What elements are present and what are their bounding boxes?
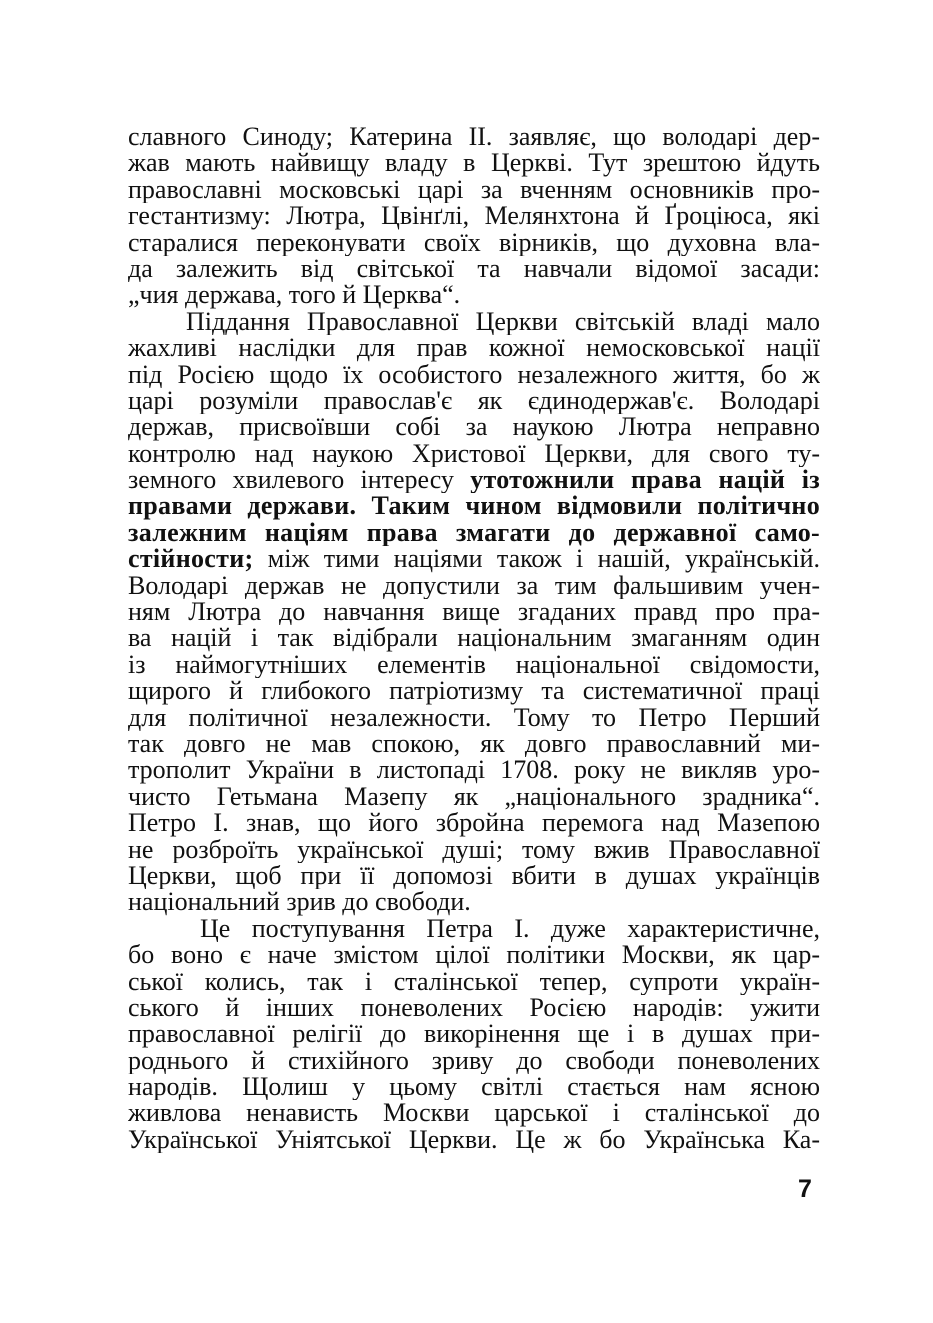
text-line: гестантизму: Лютра, Цвінґлі, Мелянхтона й Ґроціюса, які: [128, 203, 820, 230]
text-line: контролю над наукою Христової Церкви, для свого ту-: [128, 440, 820, 468]
text-line: старалися переконувати своїх вірників, що духовна вла-: [128, 229, 820, 256]
text-line: Церкви, щоб при її допомозі вбити в душах українців: [128, 862, 820, 890]
text-line: жахливі наслідки для прав кожної немосковської нації: [128, 335, 820, 362]
text-line: бо воно є наче змістом цілої політики Москви, як цар-: [128, 942, 820, 969]
text-line: ського й інших поневолених Росією народів: ужити: [128, 994, 820, 1022]
text-line: да залежить від світської та навчали відомої засади:: [128, 255, 820, 283]
text-line: чисто Гетьмана Мазепу як „національного зрадника“.: [128, 783, 820, 811]
text-line: під Росією щодо їх особистого незалежного життя, бо ж: [128, 361, 820, 388]
text-line: роднього й стихійного зриву до свободи поневолених: [128, 1047, 820, 1075]
page-number: 7: [798, 1175, 812, 1203]
bold-emphasis: утотожнили права націй із: [470, 467, 820, 494]
text-line: Української Уніятської Церкви. Це ж бо Українська Ка-: [128, 1126, 820, 1154]
text-line: Володарі держав не допустили за тим фальшивим учен-: [128, 572, 820, 600]
text-segment: між тими націями також і нашій, українській.: [253, 546, 820, 573]
text-line: національний зрив до свободи.: [128, 889, 471, 916]
text-line: народів. Щолиш у цьому світлі стається нам ясною: [128, 1074, 820, 1101]
text-line: славного Синоду; Катерина ІІ. заявляє, що володарі дер-: [128, 124, 820, 151]
text-line: із наймогутніших елементів національної свідомости,: [128, 651, 820, 679]
text-line: [128, 546, 820, 572]
text-line: Петро І. знав, що його збройна перемога над Мазепою: [128, 810, 820, 837]
text-line: ням Лютра до навчання вище згаданих правд про пра-: [128, 599, 820, 626]
text-segment: земного хвилевого інтересу: [128, 467, 471, 494]
text-line: [128, 467, 820, 493]
text-line: для політичної незалежности. Тому то Петро Перший: [128, 704, 820, 731]
text-line: так довго не мав спокою, як довго православний ми-: [128, 730, 820, 758]
text-line: живлова ненависть Москви царської і сталінської до: [128, 1100, 820, 1127]
text-line: Піддання Православної Церкви світській владі мало: [186, 308, 820, 336]
text-line: „чия держава, того й Церква“.: [128, 282, 461, 309]
text-line: трополит України в листопаді 1708. року не викляв уро-: [128, 757, 820, 784]
bold-emphasis: стійности;: [128, 546, 254, 573]
text-line: держав, присвоївши собі за наукою Лютра неправно: [128, 414, 820, 441]
text-line: царі розуміли православ'є як єдинодержав'є. Володарі: [128, 387, 820, 415]
text-line: не розброїть української душі; тому вжив Православної: [128, 836, 820, 863]
text-line: ва націй і так відібрали національним змаганням один: [128, 625, 820, 652]
text-line: православної релігії до викорінення ще і в душах при-: [128, 1021, 820, 1048]
bold-emphasis-line: залежним націям права змагати до державної само-: [128, 519, 820, 547]
page-body: [128, 124, 820, 1153]
text-line: ської колись, так і сталінської тепер, супроти україн-: [128, 968, 820, 995]
bold-emphasis-line: правами держави. Таким чином відмовили політично: [128, 493, 820, 520]
text-line: православні московські царі за вченням основників про-: [128, 176, 820, 204]
text-line: Це поступування Петра І. дуже характеристичне,: [200, 915, 820, 943]
text-line: щирого й глибокого патріотизму та систематичної праці: [128, 678, 820, 705]
text-line: жав мають найвищу владу в Церкві. Тут зрештою йдуть: [128, 150, 820, 177]
